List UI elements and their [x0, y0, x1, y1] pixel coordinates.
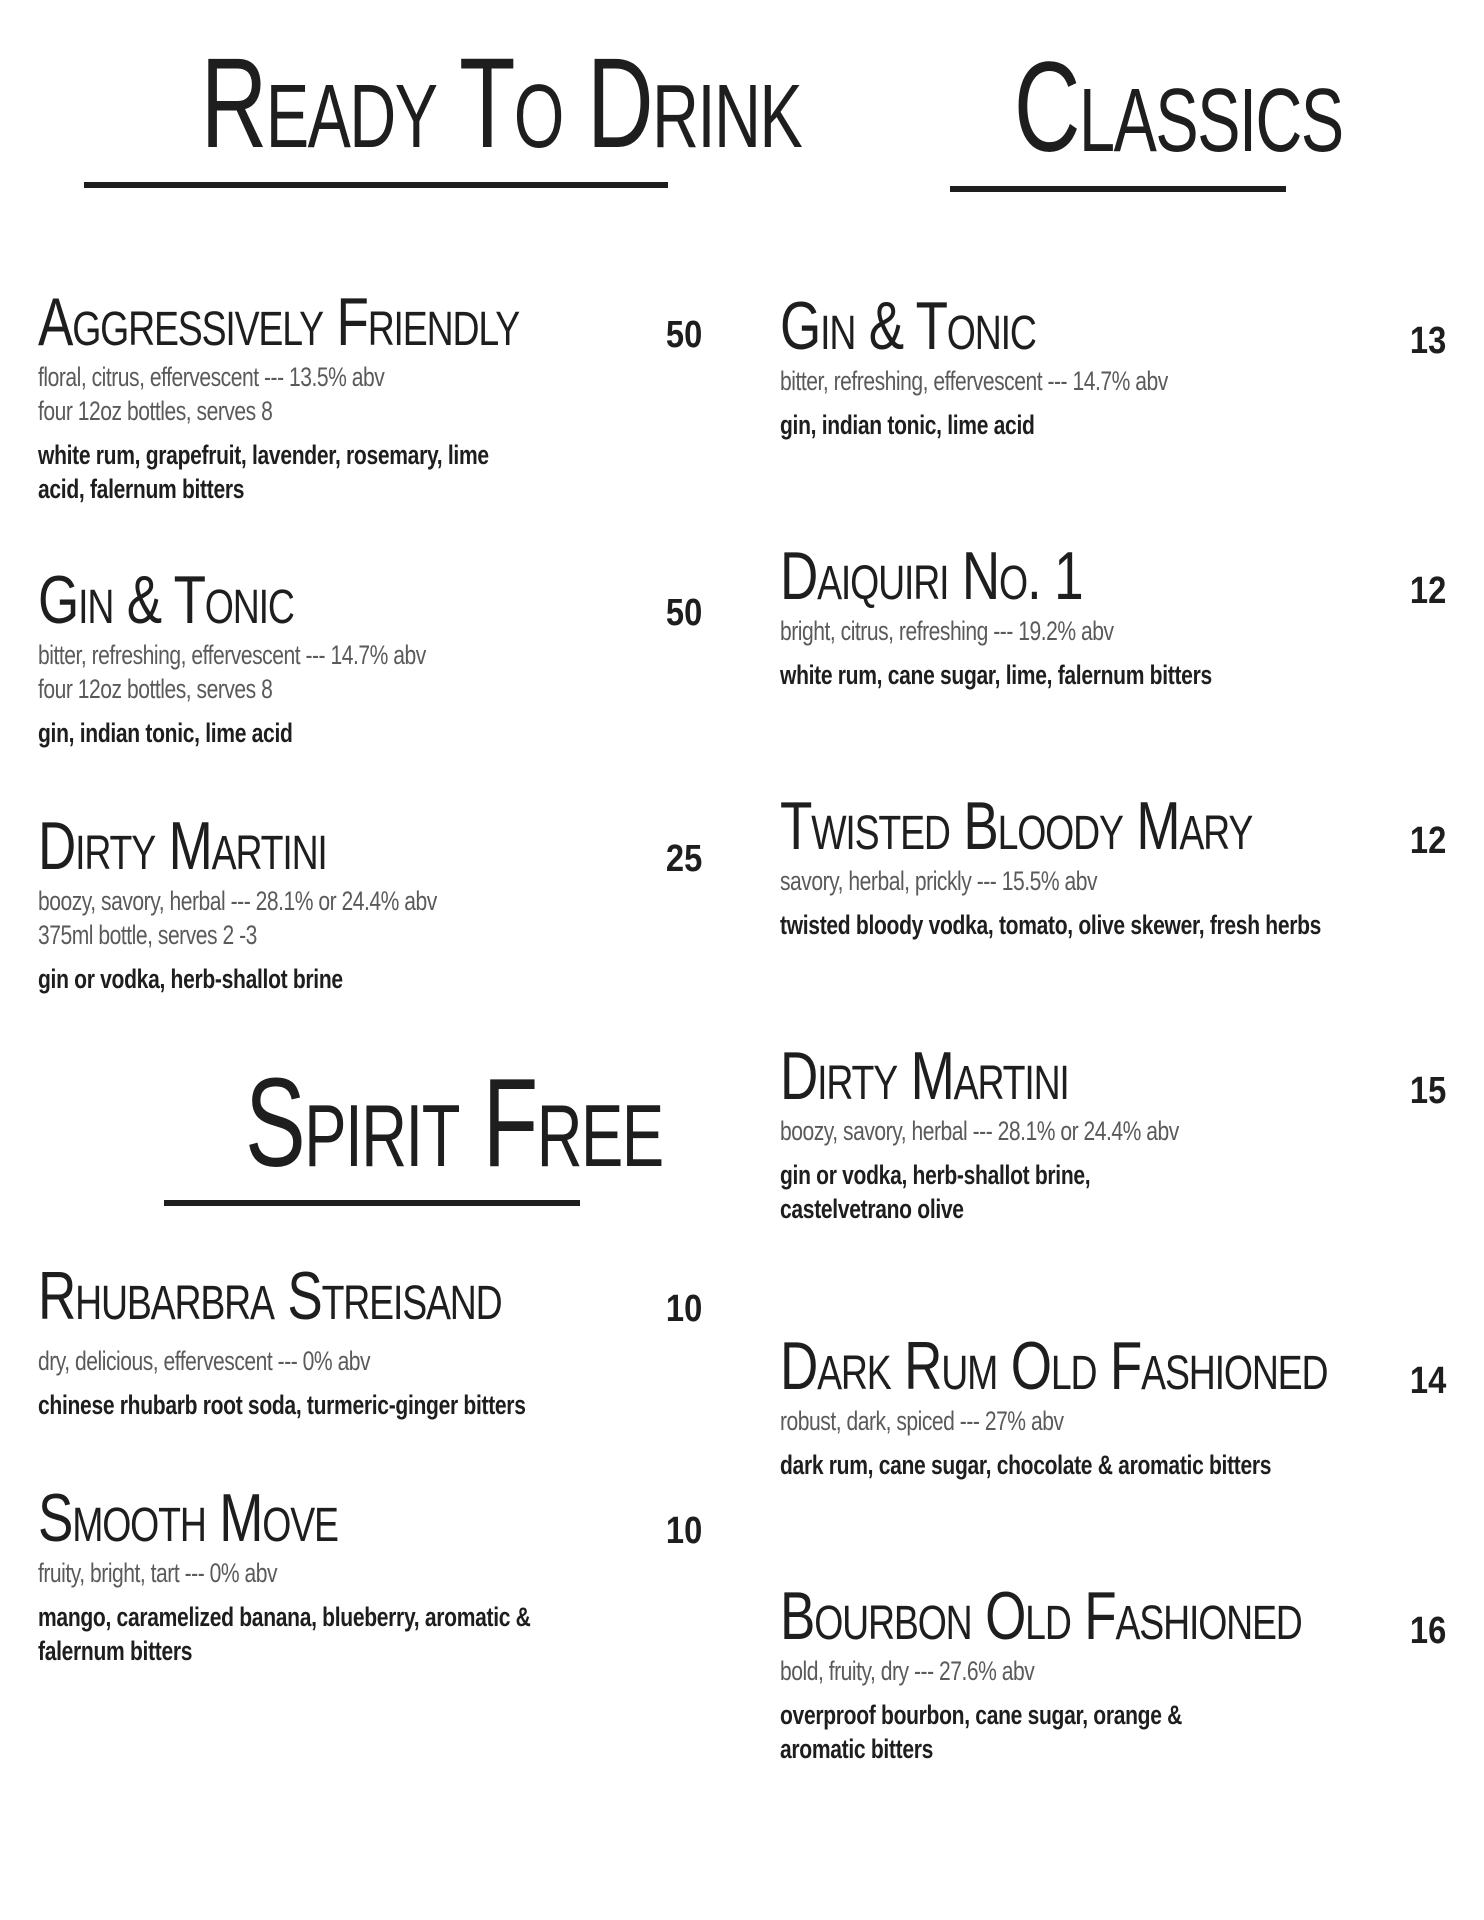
section-underline — [164, 1200, 580, 1206]
section-title: Spirit Free — [245, 1052, 663, 1193]
item-ingredients: dark rum, cane sugar, chocolate & aromatic bitters — [780, 1450, 1272, 1480]
section-ready-to-drink — [84, 32, 802, 188]
item-tasting-notes: bitter, refreshing, effervescent --- 14.7% abv — [780, 366, 1168, 396]
item-notes — [780, 1114, 1299, 1148]
item-name: Bourbon Old Fashioned — [780, 1578, 1302, 1654]
item-tasting-notes: fruity, bright, tart --- 0% abv — [38, 1558, 278, 1588]
item-price: 16 — [1409, 1610, 1446, 1652]
menu-item — [38, 1258, 702, 1422]
item-name: Dirty Martini — [780, 1038, 1069, 1114]
item-serving: 375ml bottle, serves 2 -3 — [38, 920, 257, 950]
item-price: 12 — [1409, 570, 1446, 612]
item-notes — [780, 364, 1299, 398]
menu-item — [38, 1480, 702, 1668]
item-notes — [780, 1404, 1299, 1438]
item-ingredients: gin or vodka, herb-shallot brine, castelvetrano olive — [780, 1160, 1091, 1224]
menu-item — [38, 562, 702, 750]
item-name: Rhubarbra Streisand — [38, 1258, 502, 1334]
menu-item — [38, 808, 702, 996]
item-name: Gin & Tonic — [38, 562, 294, 638]
item-price: 13 — [1409, 320, 1446, 362]
item-price: 25 — [665, 838, 702, 880]
item-tasting-notes: bright, citrus, refreshing --- 19.2% abv — [780, 616, 1114, 646]
item-notes — [38, 1556, 556, 1590]
section-classics — [950, 36, 1343, 192]
menu-item — [780, 538, 1446, 692]
item-name: Dirty Martini — [38, 808, 327, 884]
item-notes — [38, 1344, 556, 1378]
item-notes — [38, 360, 556, 428]
item-notes — [38, 638, 556, 706]
menu-item — [780, 1038, 1446, 1226]
item-ingredients: white rum, grapefruit, lavender, rosemary, lime acid, falernum bitters — [38, 440, 489, 504]
item-serving: four 12oz bottles, serves 8 — [38, 674, 273, 704]
section-title: Ready To Drink — [200, 32, 802, 175]
item-notes — [38, 884, 556, 952]
menu-item — [780, 288, 1446, 442]
item-price: 10 — [665, 1288, 702, 1330]
section-underline — [84, 182, 668, 188]
menu-item — [780, 1578, 1446, 1766]
item-name: Daiquiri No. 1 — [780, 538, 1083, 614]
item-ingredients: twisted bloody vodka, tomato, olive skewer, fresh herbs — [780, 910, 1322, 940]
item-tasting-notes: floral, citrus, effervescent --- 13.5% abv — [38, 362, 385, 392]
item-notes — [780, 614, 1299, 648]
item-tasting-notes: boozy, savory, herbal --- 28.1% or 24.4% abv — [38, 886, 437, 916]
item-tasting-notes: bitter, refreshing, effervescent --- 14.7% abv — [38, 640, 426, 670]
item-name: Gin & Tonic — [780, 288, 1036, 364]
menu-item — [780, 1328, 1446, 1482]
item-tasting-notes: robust, dark, spiced --- 27% abv — [780, 1406, 1064, 1436]
item-ingredients: overproof bourbon, cane sugar, orange & aromatic bitters — [780, 1700, 1183, 1764]
item-notes — [780, 1654, 1299, 1688]
item-price: 10 — [665, 1510, 702, 1552]
item-price: 14 — [1409, 1360, 1446, 1402]
menu-item — [38, 284, 702, 506]
item-ingredients: gin, indian tonic, lime acid — [780, 410, 1035, 440]
item-notes — [780, 864, 1299, 898]
item-name: Dark Rum Old Fashioned — [780, 1328, 1328, 1404]
item-tasting-notes: boozy, savory, herbal --- 28.1% or 24.4% abv — [780, 1116, 1179, 1146]
item-name: Smooth Move — [38, 1480, 338, 1556]
item-name: Aggressively Friendly — [38, 284, 520, 360]
section-underline — [950, 186, 1286, 192]
item-ingredients: chinese rhubarb root soda, turmeric-ginger bitters — [38, 1390, 526, 1420]
item-price: 50 — [665, 314, 702, 356]
item-ingredients: white rum, cane sugar, lime, falernum bitters — [780, 660, 1212, 690]
section-spirit-free — [164, 1052, 663, 1206]
item-price: 50 — [665, 592, 702, 634]
menu-item — [780, 788, 1446, 942]
item-ingredients: gin or vodka, herb-shallot brine — [38, 964, 343, 994]
item-price: 15 — [1409, 1070, 1446, 1112]
item-tasting-notes: bold, fruity, dry --- 27.6% abv — [780, 1656, 1035, 1686]
item-tasting-notes: dry, delicious, effervescent --- 0% abv — [38, 1346, 371, 1376]
item-name: Twisted Bloody Mary — [780, 788, 1253, 864]
section-title: Classics — [1013, 36, 1343, 179]
item-ingredients: gin, indian tonic, lime acid — [38, 718, 293, 748]
item-tasting-notes: savory, herbal, prickly --- 15.5% abv — [780, 866, 1098, 896]
item-price: 12 — [1409, 820, 1446, 862]
item-serving: four 12oz bottles, serves 8 — [38, 396, 273, 426]
item-ingredients: mango, caramelized banana, blueberry, aromatic & falernum bitters — [38, 1602, 531, 1666]
